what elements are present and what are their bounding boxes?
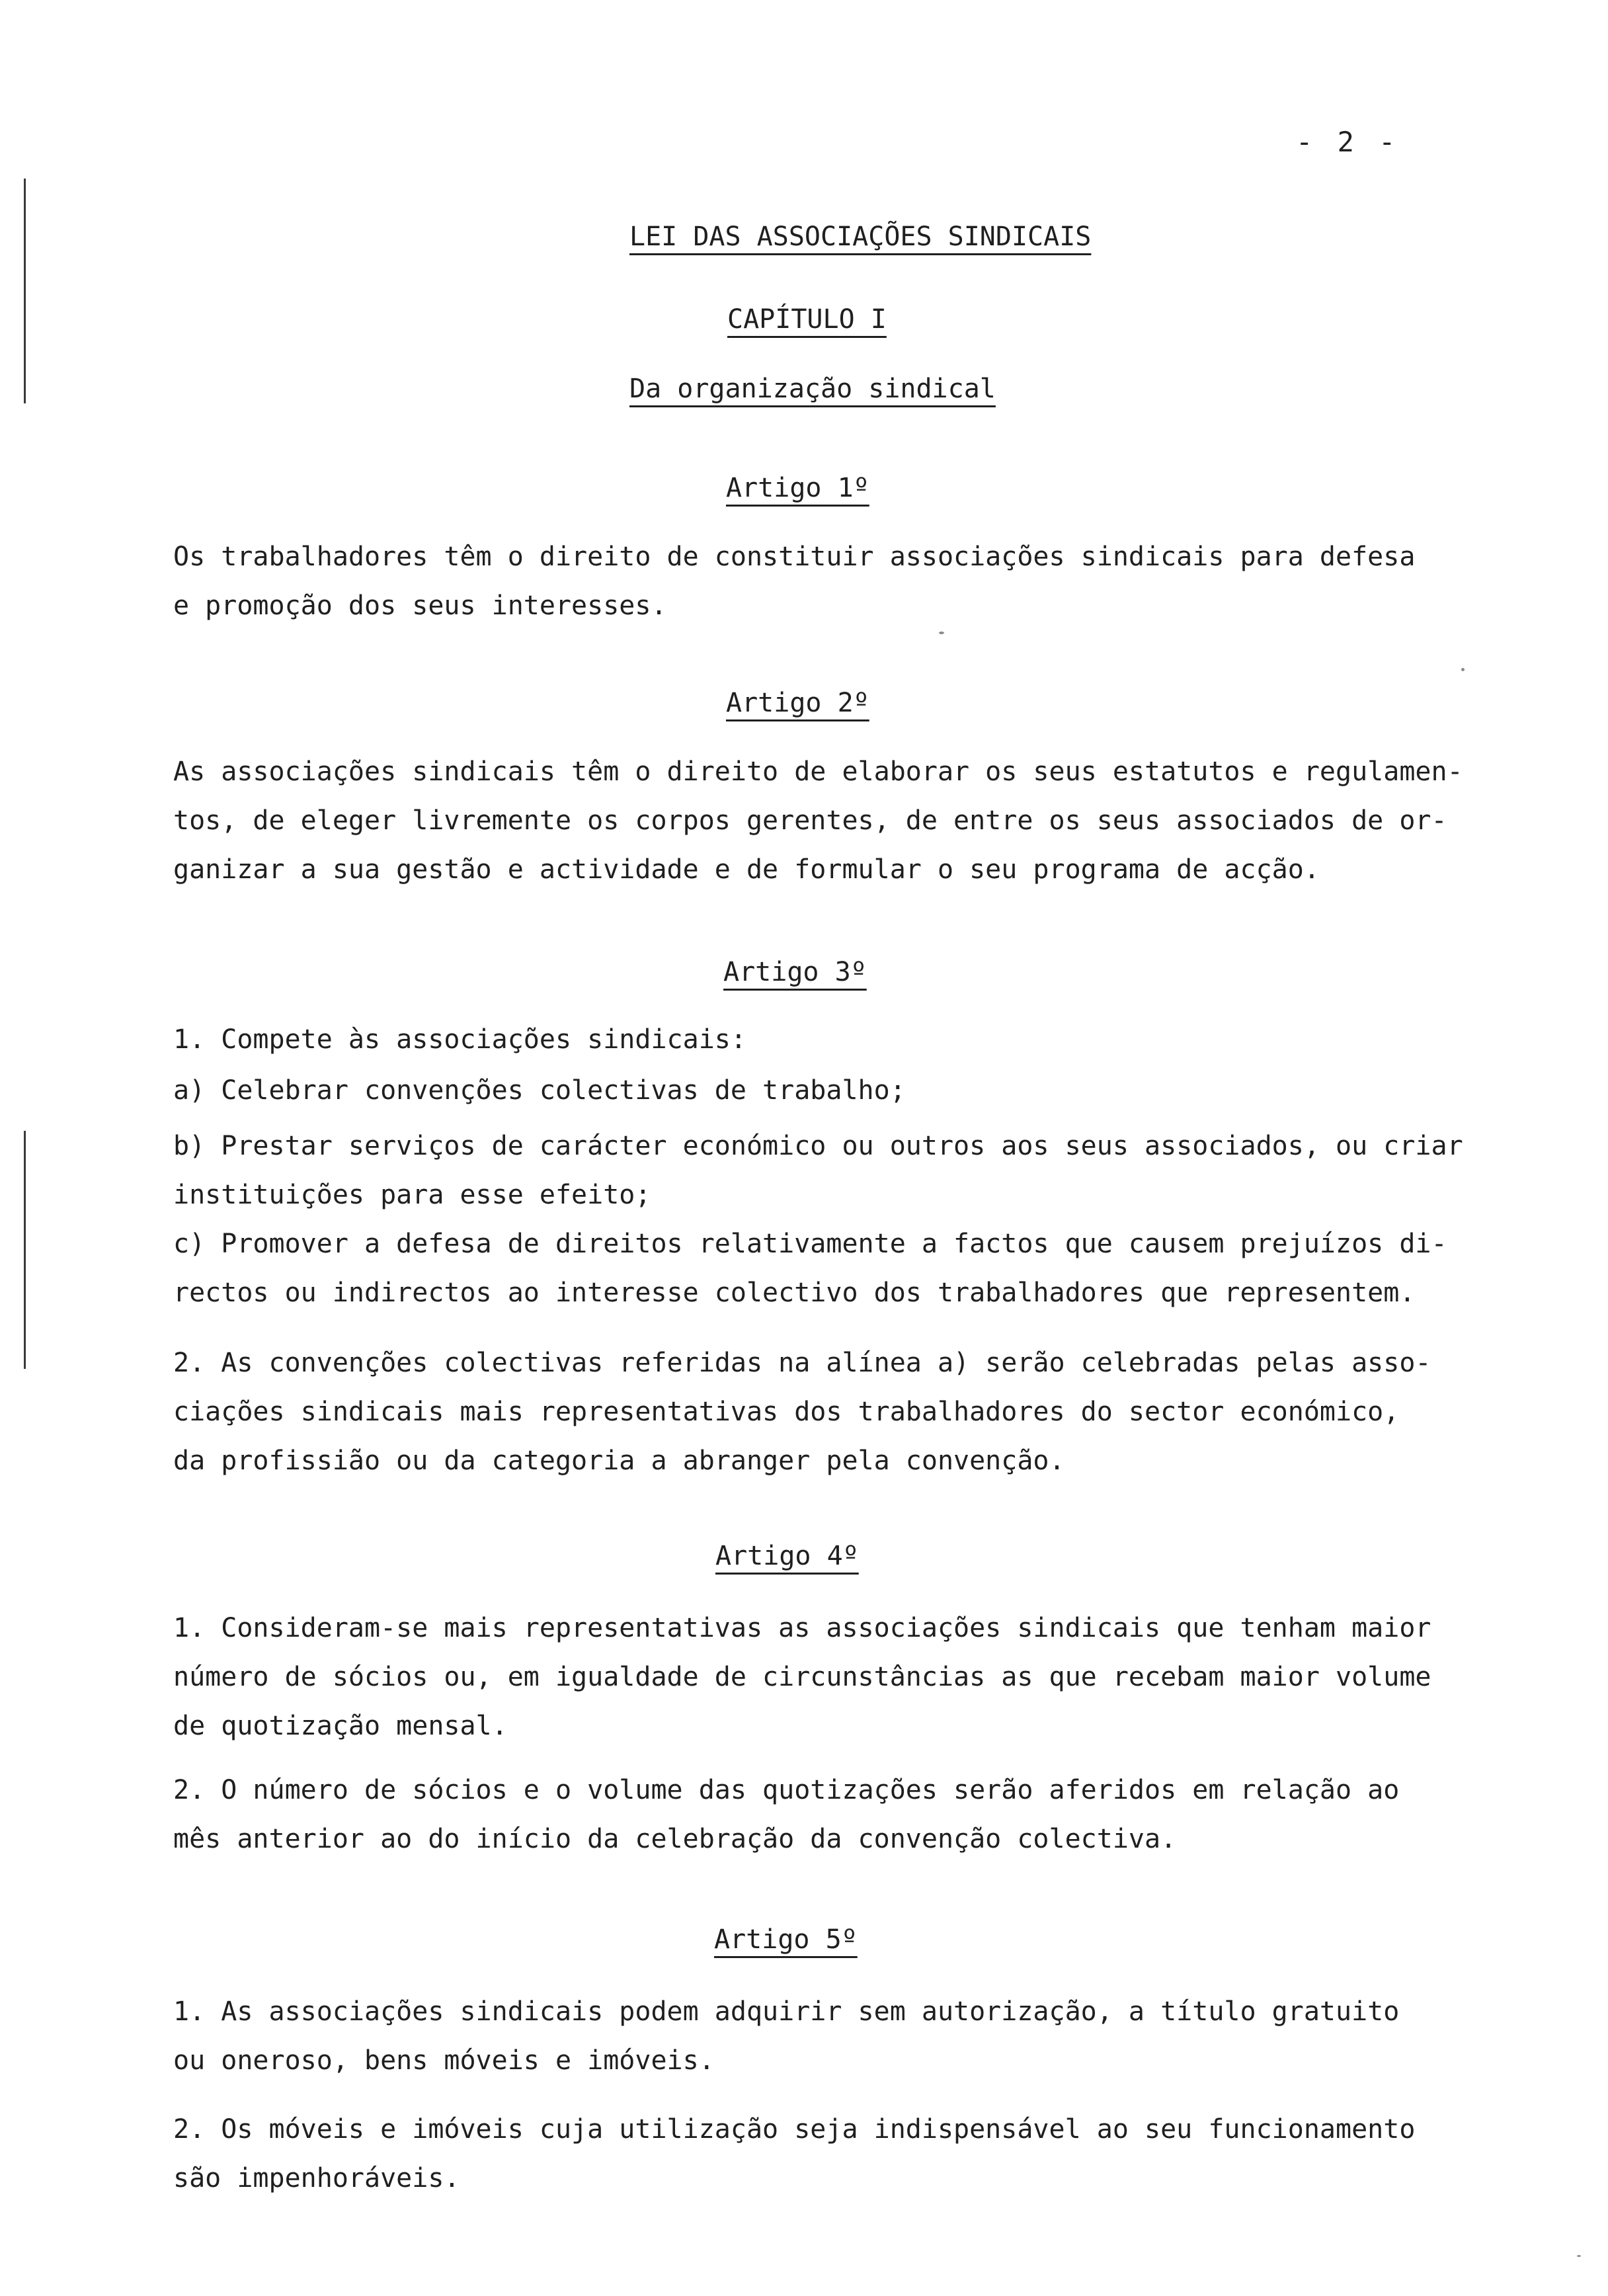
text-line: 2. Os móveis e imóveis cuja utilização seja indispensável ao seu funcionamento	[173, 2114, 1416, 2145]
article-paragraph	[173, 1987, 1529, 2085]
article-paragraph	[173, 747, 1529, 894]
text-line: 1. Compete às associações sindicais:	[173, 1024, 746, 1055]
article-paragraph	[173, 1766, 1529, 1864]
article-heading: Artigo 3º	[723, 957, 867, 987]
article-heading: Artigo 2º	[726, 688, 869, 718]
scan-speck	[939, 632, 944, 634]
text-line: ganizar a sua gestão e actividade e de formular o seu programa de acção.	[173, 854, 1320, 885]
text-line: são impenhoráveis.	[173, 2163, 460, 2194]
scan-speck	[1461, 668, 1465, 671]
text-line: mês anterior ao do início da celebração da convenção colectiva.	[173, 1824, 1177, 1854]
article-paragraph	[173, 1066, 1529, 1115]
chapter-heading: CAPÍTULO I	[727, 304, 887, 335]
article-paragraph	[173, 1219, 1529, 1317]
text-line: 2. O número de sócios e o volume das quotizações serão aferidos em relação ao	[173, 1775, 1400, 1805]
article-paragraph	[173, 2105, 1529, 2203]
text-line: ciações sindicais mais representativas dos trabalhadores do sector económico,	[173, 1397, 1400, 1427]
binding-mark	[24, 1131, 26, 1369]
text-line: da profissião ou da categoria a abranger pela convenção.	[173, 1446, 1065, 1476]
article-heading: Artigo 4º	[715, 1541, 859, 1571]
article-paragraph	[173, 1338, 1529, 1485]
law-title: LEI DAS ASSOCIAÇÕES SINDICAIS	[629, 222, 1092, 252]
article-paragraph	[173, 1604, 1529, 1750]
article-heading: Artigo 5º	[714, 1924, 858, 1955]
page-number: - 2 -	[1296, 126, 1400, 158]
text-line: e promoção dos seus interesses.	[173, 591, 667, 621]
article-heading: Artigo 1º	[726, 473, 869, 503]
text-line: rectos ou indirectos ao interesse colectivo dos trabalhadores que representem.	[173, 1278, 1416, 1308]
article-paragraph	[173, 532, 1529, 630]
chapter-subtitle: Da organização sindical	[629, 374, 996, 404]
text-line: Os trabalhadores têm o direito de constituir associações sindicais para defesa	[173, 542, 1416, 572]
article-paragraph	[173, 1015, 1529, 1064]
text-line: 2. As convenções colectivas referidas na alínea a) serão celebradas pelas asso-	[173, 1348, 1431, 1378]
text-line: tos, de eleger livremente os corpos gerentes, de entre os seus associados de or-	[173, 805, 1447, 836]
text-line: instituições para esse efeito;	[173, 1180, 651, 1210]
binding-mark	[24, 179, 26, 403]
text-line: ou oneroso, bens móveis e imóveis.	[173, 2045, 715, 2076]
text-line: c) Promover a defesa de direitos relativamente a factos que causem prejuízos di-	[173, 1229, 1447, 1259]
text-line: 1. Consideram-se mais representativas as associações sindicais que tenham maior	[173, 1613, 1431, 1643]
text-line: número de sócios ou, em igualdade de circunstâncias as que recebam maior volume	[173, 1662, 1431, 1692]
text-line: a) Celebrar convenções colectivas de trabalho;	[173, 1075, 906, 1106]
text-line: de quotização mensal.	[173, 1711, 508, 1741]
article-paragraph	[173, 1122, 1529, 1219]
text-line: As associações sindicais têm o direito de elaborar os seus estatutos e regulamen-	[173, 757, 1463, 787]
text-line: b) Prestar serviços de carácter económico ou outros aos seus associados, ou criar	[173, 1131, 1463, 1161]
text-line: 1. As associações sindicais podem adquirir sem autorização, a título gratuito	[173, 1996, 1400, 2027]
scan-speck	[1577, 2255, 1581, 2257]
